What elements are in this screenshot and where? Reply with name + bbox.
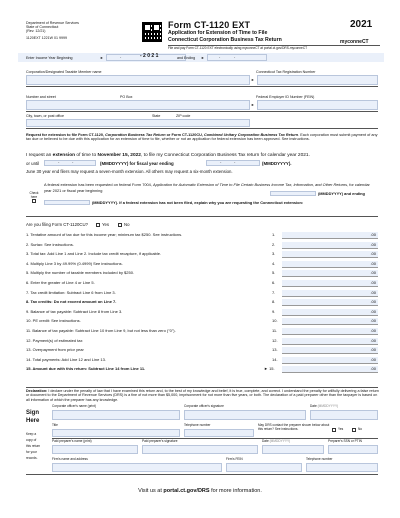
prep-ssn-field[interactable]: [328, 445, 378, 454]
fed-mmdd-1: (MMDDYYYY) and ending: [318, 191, 365, 196]
prep-name-label: Paid preparer's name (print): [52, 439, 92, 443]
city-label: City, town, or post office: [26, 114, 65, 118]
line-2-label: 2. Surtax: See instructions.: [26, 241, 74, 247]
officer-name-field[interactable]: [52, 410, 180, 420]
line-15-amount: .00: [370, 366, 376, 372]
line-9-amount-field[interactable]: [282, 309, 378, 316]
ct-reg-label: Connecticut Tax Registration Number: [256, 70, 316, 74]
officer-sig-label: Corporate officer's signature: [184, 404, 224, 408]
keep-copy-note: Keep a copy of this return for your records.: [26, 432, 41, 461]
officer-sig-field[interactable]: [184, 410, 306, 420]
line-12-number: 12.: [272, 337, 278, 343]
line-14-label: 14. Total payments: Add Line 12 and Line 13.: [26, 356, 106, 362]
firm-phone-field[interactable]: [306, 463, 378, 472]
form-title: Form CT-1120 EXT: [168, 20, 251, 30]
fed-extension-checkbox[interactable]: [32, 199, 36, 203]
line-10-amount: .00: [370, 318, 376, 324]
line-4-amount-field[interactable]: [282, 261, 378, 268]
line-12-amount: .00: [370, 337, 376, 343]
line-8-number: 8.: [272, 299, 276, 305]
po-box-label: PO Box: [120, 95, 133, 99]
line-8-amount-field[interactable]: [282, 299, 378, 306]
line-3-amount-field[interactable]: [282, 251, 378, 258]
line-5-amount: .00: [370, 270, 376, 276]
mmdd-label-1: (MMDDYYYY) for fiscal year ending: [100, 161, 174, 166]
line-4-amount: .00: [370, 260, 376, 266]
line-12-amount-field[interactable]: [282, 338, 378, 345]
arrow-icon: ►: [251, 103, 255, 107]
sign-label: Sign: [26, 410, 39, 416]
line-2-amount: .00: [370, 241, 376, 247]
line-7-amount: .00: [370, 289, 376, 295]
line-10-label: 10. PE credit: See instructions.: [26, 318, 81, 324]
preparer-no-label: No: [358, 427, 363, 431]
date-field-1[interactable]: [310, 410, 378, 420]
line-3-amount: .00: [370, 251, 376, 257]
line-6-number: 6.: [272, 280, 276, 285]
fein-field[interactable]: [257, 100, 378, 110]
myconnect-logo: myconneCT: [340, 39, 369, 45]
line-5-amount-field[interactable]: [282, 270, 378, 277]
ct-reg-field[interactable]: [257, 75, 378, 85]
line-14-amount-field[interactable]: [282, 357, 378, 364]
here-label: Here: [26, 418, 40, 424]
arrow-icon: ►: [251, 78, 255, 82]
firm-name-field[interactable]: [52, 463, 222, 472]
date-label-1: Date (MMDDYYYY): [310, 404, 339, 408]
arrow-icon: ►: [100, 56, 104, 60]
footer-note: Visit us at portal.ct.gov/DRS for more information.: [138, 488, 262, 494]
ending-label: and Ending: [177, 56, 196, 60]
dept-name: Department of Revenue Services State of Connecticut (Rev. 12/21): [26, 21, 79, 34]
or-until-label: or until: [26, 161, 40, 166]
cu-question: Are you filing Form CT-1120CU?: [26, 222, 89, 227]
line-13-amount: .00: [370, 347, 376, 353]
cu-no-label: No: [124, 222, 130, 227]
line-7-amount-field[interactable]: [282, 290, 378, 297]
request-intro: Request for extension to file Form CT-1120, Corporation Business Tax Return or Form CT-1120CU, Combined Unitary Corporation Business Tax Return. Each corporation must submit payment of any tax due or believed to be due with this application for an extension of time to file, whether or not an application for federal extension has been approved. See instructions.: [26, 133, 378, 142]
prep-sig-label: Paid preparer's signature: [142, 439, 178, 443]
fiscal-end-field[interactable]: [206, 160, 260, 166]
line-15-number: ► 15.: [264, 366, 275, 372]
firm-fein-field[interactable]: [226, 463, 302, 472]
line-1-amount-field[interactable]: [282, 232, 378, 239]
fed-end-field[interactable]: [44, 200, 90, 205]
june-note: June 30 year end filers may request a seven-month extension. All others may request a six-month extension.: [26, 169, 233, 174]
year-end-field[interactable]: [207, 54, 267, 61]
line-3-number: 3.: [272, 251, 276, 257]
fed-explain-text: (MMDDYYYY). If a federal extension has not been filed, explain why you are requesting the Connecticut extension:: [92, 200, 304, 205]
line-5-label: 5. Multiply the number of taxable members included by $250.: [26, 270, 135, 276]
line-1-label: 1. Tentative amount of tax due for this income year; minimum tax $250. See instructions.: [26, 232, 183, 237]
arrow-icon: ►: [201, 56, 205, 60]
prep-name-field[interactable]: [52, 445, 138, 454]
line-12-label: 12. Payment(s) of estimated tax: [26, 337, 83, 343]
line-13-number: 13.: [272, 347, 278, 353]
line-10-amount-field[interactable]: [282, 318, 378, 325]
title-label: Title: [52, 423, 58, 427]
phone-field[interactable]: [184, 429, 254, 437]
line-1-amount: .00: [370, 232, 376, 237]
city-field[interactable]: [26, 119, 250, 127]
line-11-number: 11.: [272, 328, 278, 333]
line-11-amount: .00: [370, 328, 376, 333]
line-14-number: 14.: [272, 356, 278, 362]
fein-label: Federal Employer ID Number (FEIN): [256, 95, 315, 99]
qr-code-icon: [142, 22, 162, 42]
corp-name-field[interactable]: [26, 75, 250, 85]
line-6-amount-field[interactable]: [282, 280, 378, 287]
line-4-number: 4.: [272, 260, 276, 266]
line-10-number: 10.: [272, 318, 278, 324]
declaration-text: Declaration: I declare under the penalty of law that I have examined this return and, to the best of my knowledge and belief, it is true, complete, and correct. I understand the penalty for willfully delivering a false return or document to the Department of Revenue Services (DRS) is a fine of not more than $5,000, imprisonment for not more than five years, or both. The declaration of a paid preparer other than the taxpayer is based on all information of which the preparer has any knowledge.: [26, 389, 379, 402]
line-6-amount: .00: [370, 280, 376, 285]
line-2-amount-field[interactable]: [282, 242, 378, 249]
cu-yes-checkbox[interactable]: [96, 223, 100, 227]
line-7-number: 7.: [272, 289, 276, 295]
form-subtitle-2: Connecticut Corporation Business Tax Return: [168, 37, 282, 43]
state-label: State: [152, 114, 161, 118]
file-pay-notice: File and pay Form CT-1120 EXT electronically using myconneCT at portal.ct.gov/DRS-myconneCT: [168, 46, 308, 50]
line-13-label: 13. Overpayment from prior year: [26, 347, 84, 353]
street-field[interactable]: [26, 100, 250, 110]
line-7-label: 7. Tax credit limitation: Subtract Line 6 from Line 3.: [26, 289, 116, 295]
federal-extension-text: A federal extension has been requested on federal Form 7004, Application for Automatic Extension of Time to File Certain Business Income Tax, Information, and Other Returns, for calendar year 2021 or fiscal year beginning: [44, 182, 370, 194]
prep-sig-field[interactable]: [142, 445, 258, 454]
zip-label: ZIP code: [176, 114, 191, 118]
line-8-label: 8. Tax credits: Do not exceed amount on Line 7.: [26, 299, 117, 305]
line-13-amount-field[interactable]: [282, 347, 378, 354]
may-drs-contact: May DRS contact the preparer shown below about this return? See instructions.: [258, 423, 330, 431]
firm-phone-label: Telephone number: [306, 457, 333, 461]
phone-label: Telephone number: [184, 423, 211, 427]
form-subtitle-1: Application for Extension of Time to File: [168, 30, 268, 36]
year-begin-value: - 2 0 2 1: [140, 53, 159, 59]
fed-begin-field[interactable]: [270, 191, 316, 196]
date-label-2: Date (MMDDYYYY): [262, 439, 291, 443]
preparer-no-checkbox[interactable]: [352, 428, 356, 432]
line-9-label: 9. Balance of tax payable: Subtract Line 8 from Line 3.: [26, 308, 123, 314]
line-15-amount-field[interactable]: [282, 366, 378, 373]
line-8-amount: .00: [370, 299, 376, 305]
portal-link[interactable]: portal.ct.gov/DRS: [163, 488, 210, 494]
line-14-amount: .00: [370, 356, 376, 362]
line-4-label: 4. Multiply Line 3 by 49.99% (0.4999) See instructions.: [26, 260, 123, 266]
preparer-yes-label: Yes: [338, 427, 344, 431]
line-1-number: 1.: [272, 232, 276, 237]
mmdd-label-2: (MMDDYYYY).: [262, 161, 292, 166]
preparer-yes-checkbox[interactable]: [332, 428, 336, 432]
firm-name-label: Firm's name and address: [52, 457, 88, 461]
title-field[interactable]: [52, 429, 180, 437]
officer-name-label: Corporate officer's name (print): [52, 404, 96, 408]
street-label: Number and street: [26, 95, 56, 99]
line-5-number: 5.: [272, 270, 276, 276]
line-11-amount-field[interactable]: [282, 328, 378, 335]
check-here-label: Check here: [29, 191, 39, 199]
cu-no-checkbox[interactable]: [118, 223, 122, 227]
line-9-number: 9.: [272, 308, 276, 314]
line-3-label: 3. Total tax: Add Line 1 and Line 2. Include tax credit recapture, if applicable.: [26, 251, 162, 257]
firm-fein-label: Firm's FEIN: [226, 457, 243, 461]
extension-request-line: I request an extension of time to November 15, 2022, to file my Connecticut Corporation Business Tax return for calendar year 2021.: [26, 153, 310, 158]
date-field-2[interactable]: [262, 445, 324, 454]
until-date-field[interactable]: [44, 160, 96, 166]
form-year: 2021: [350, 19, 373, 30]
line-2-number: 2.: [272, 241, 276, 247]
line-11-label: 11. Balance of tax payable: Subtract Line 10 from Line 9, but not less than zero ("0").: [26, 328, 176, 333]
line-15-label: 15. Amount due with this return: Subtract Line 14 from Line 11.: [26, 366, 146, 372]
line-6-label: 6. Enter the greater of Line 4 or Line 5.: [26, 280, 95, 285]
income-year-label: Enter Income Year Beginning: [26, 56, 73, 60]
form-code: 1120EXT 1221W 01 9999: [26, 36, 68, 40]
line-9-amount: .00: [370, 308, 376, 314]
prep-ssn-label: Preparer's SSN or PTIN: [328, 439, 362, 443]
corp-name-label: Corporation/Designated Taxable Member name: [26, 70, 102, 74]
cu-yes-label: Yes: [102, 222, 110, 227]
